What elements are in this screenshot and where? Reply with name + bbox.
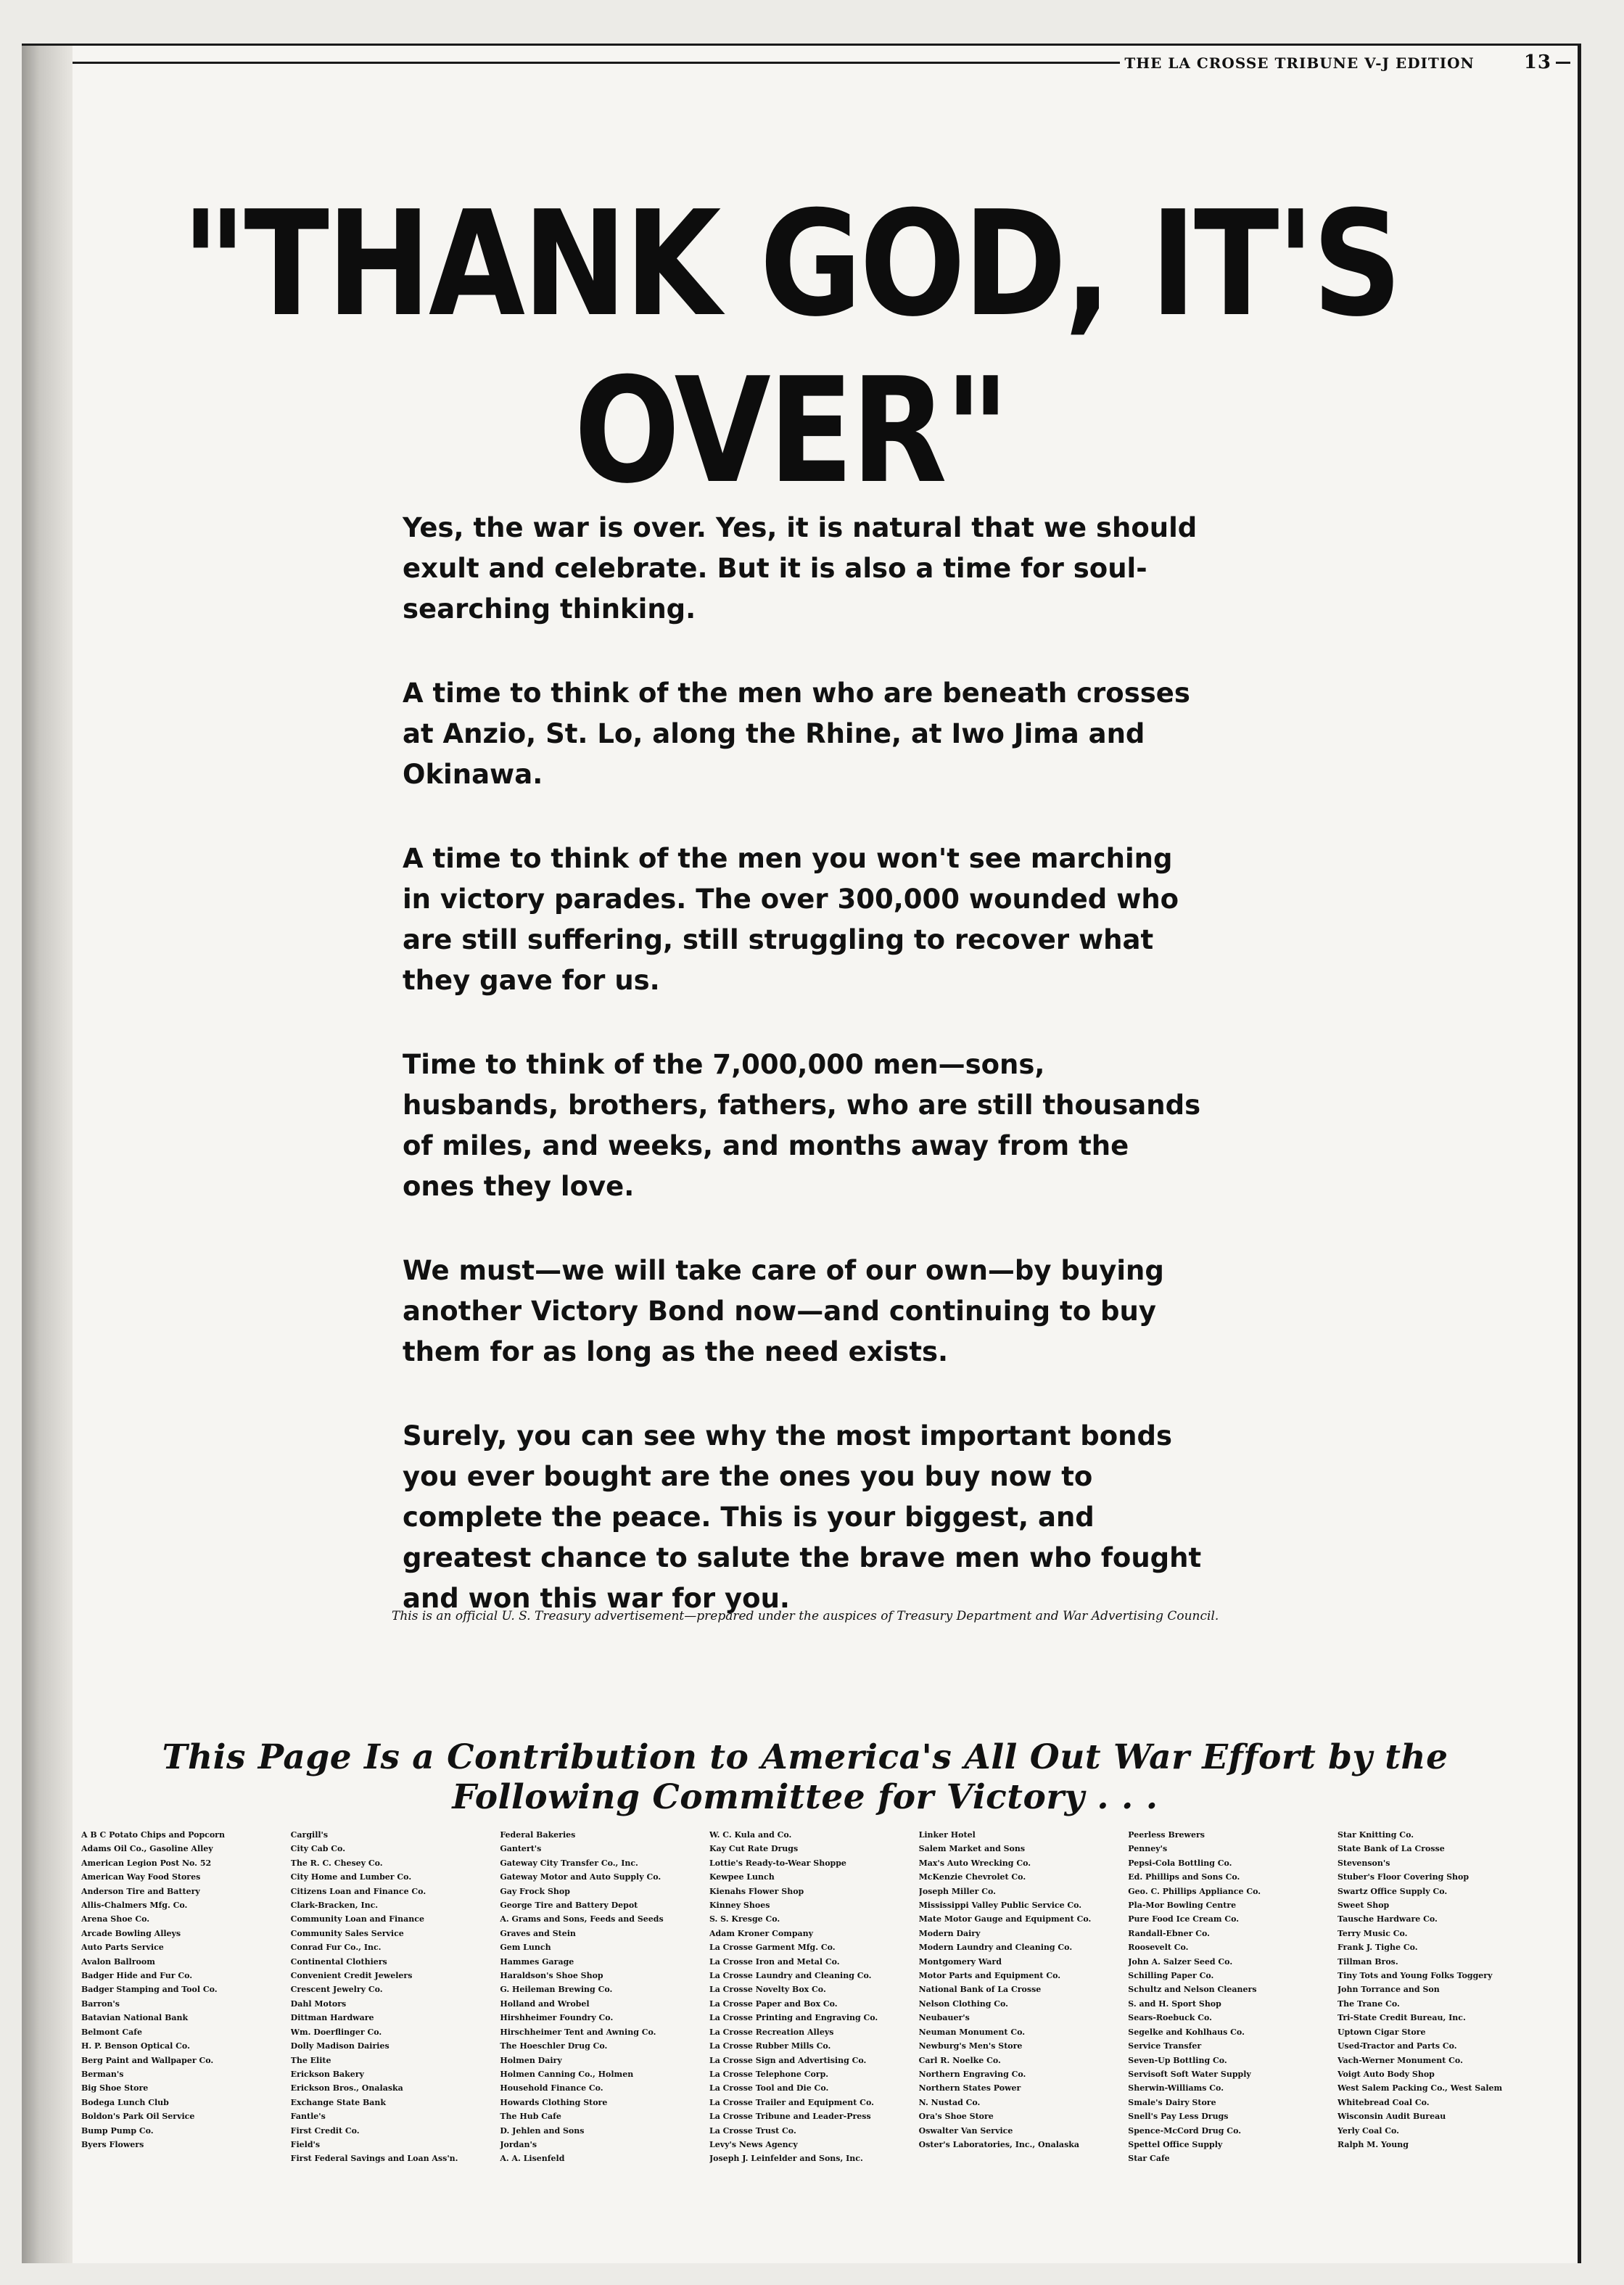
- sponsor-name: La Crosse Laundry and Cleaning Co.: [709, 1971, 872, 1981]
- sponsor-name: Sears-Roebuck Co.: [1128, 2013, 1212, 2023]
- sponsor-name: Badger Stamping and Tool Co.: [81, 1985, 218, 1995]
- sponsor-name: Crescent Jewelry Co.: [290, 1985, 383, 1995]
- sponsor-name: State Bank of La Crosse: [1337, 1844, 1445, 1854]
- sponsor-name: Salem Market and Sons: [918, 1844, 1026, 1854]
- sponsor-name: Mississippi Valley Public Service Co.: [918, 1901, 1082, 1911]
- paragraph: A time to think of the men you won't see marching in victory parades. The over 300,000 wounded who are still suffering, still struggling to recover what they gave for us.: [403, 843, 1179, 996]
- sponsor-name: Cargill's: [290, 1830, 329, 1840]
- sponsor-column: [1337, 1828, 1532, 2166]
- masthead: [1120, 52, 1556, 73]
- sponsor-name: Voigt Auto Body Shop: [1337, 2069, 1435, 2079]
- sponsor-name: Oswalter Van Service: [918, 2125, 1013, 2136]
- sponsor-name: Stuber's Floor Covering Shop: [1337, 1872, 1470, 1882]
- sponsor-name: La Crosse Garment Mfg. Co.: [709, 1943, 836, 1953]
- sponsor-name: Stevenson's: [1337, 1858, 1390, 1868]
- sponsor-name: Neuman Monument Co.: [918, 2027, 1026, 2037]
- sponsor-name: John Torrance and Son: [1337, 1985, 1440, 1995]
- sponsor-name: Kay Cut Rate Drugs: [709, 1844, 799, 1854]
- sponsor-name: Tillman Bros.: [1337, 1956, 1398, 1967]
- sponsor-name: Yerly Coal Co.: [1337, 2125, 1399, 2136]
- sponsor-name: Holmen Dairy: [500, 2055, 562, 2065]
- sponsor-name: La Crosse Recreation Alleys: [709, 2027, 834, 2037]
- sponsor-name: The Hoeschler Drug Co.: [500, 2041, 608, 2051]
- sponsor-name: Berman's: [81, 2069, 124, 2079]
- sponsor-name: Used-Tractor and Parts Co.: [1337, 2041, 1457, 2051]
- sponsor-name: Servisoft Soft Water Supply: [1128, 2069, 1251, 2079]
- sponsor-name: Frank J. Tighe Co.: [1337, 1943, 1418, 1953]
- sponsor-name: The R. C. Chesey Co.: [290, 1858, 383, 1868]
- sponsor-name: Ed. Phillips and Sons Co.: [1128, 1872, 1240, 1882]
- sponsor-name: S. S. Kresge Co.: [709, 1914, 780, 1924]
- sponsor-name: McKenzie Chevrolet Co.: [918, 1872, 1026, 1882]
- sponsor-name: American Legion Post No. 52: [81, 1858, 212, 1868]
- sponsor-name: Tri-State Credit Bureau, Inc.: [1337, 2013, 1466, 2023]
- sponsor-name: Badger Hide and Fur Co.: [81, 1971, 193, 1981]
- sponsor-name: Spence-McCord Drug Co.: [1128, 2125, 1242, 2136]
- sponsor-name: Mate Motor Gauge and Equipment Co.: [918, 1914, 1092, 1924]
- sponsor-name: La Crosse Telephone Corp.: [709, 2069, 829, 2079]
- sponsor-name: Carl R. Noelke Co.: [918, 2055, 1001, 2065]
- sponsor-name: The Hub Cafe: [500, 2112, 561, 2122]
- sponsor-column: [291, 1828, 485, 2166]
- sponsor-name: Linker Hotel: [918, 1830, 976, 1840]
- sponsor-name: Levy's News Agency: [709, 2139, 798, 2149]
- sponsor-name: Dittman Hardware: [290, 2013, 374, 2023]
- body-copy: [403, 508, 1208, 1663]
- sponsor-name: Kinney Shoes: [709, 1901, 770, 1911]
- sponsor-name: Pla-Mor Bowling Centre: [1128, 1901, 1237, 1911]
- sponsor-name: Joseph J. Leinfelder and Sons, Inc.: [709, 2154, 863, 2164]
- sponsor-name: Oster's Laboratories, Inc., Onalaska: [918, 2139, 1080, 2149]
- sponsor-name: Nelson Clothing Co.: [918, 1998, 1008, 2009]
- sponsor-name: Montgomery Ward: [918, 1956, 1002, 1967]
- paragraph: A time to think of the men who are beneath crosses at Anzio, St. Lo, along the Rhine, at Iwo Jima and Okinawa.: [403, 678, 1190, 790]
- sponsor-name: Gay Frock Shop: [500, 1886, 570, 1896]
- sponsor-name: Tausche Hardware Co.: [1337, 1914, 1438, 1924]
- sponsor-name: Seven-Up Bottling Co.: [1128, 2055, 1227, 2065]
- page-fold-shadow: [22, 46, 73, 2263]
- sponsor-name: Lottie's Ready-to-Wear Shoppe: [709, 1858, 846, 1868]
- sponsor-name: Wm. Doerflinger Co.: [290, 2027, 382, 2037]
- committee-line: This Page Is a Contribution to America's All Out War Effort by the Following Committee for Victory . . .: [162, 1737, 1448, 1817]
- sponsor-name: La Crosse Sign and Advertising Co.: [709, 2055, 867, 2065]
- sponsor-name: Boldon's Park Oil Service: [81, 2112, 195, 2122]
- sponsor-name: Graves and Stein: [500, 1928, 576, 1938]
- sponsor-name: Hammes Garage: [500, 1956, 574, 1967]
- sponsor-name: Conrad Fur Co., Inc.: [290, 1943, 382, 1953]
- sponsor-name: N. Nustad Co.: [918, 2097, 981, 2107]
- sponsor-name: American Way Food Stores: [81, 1872, 201, 1882]
- sponsor-name: La Crosse Tool and Die Co.: [709, 2083, 829, 2093]
- sponsor-name: La Crosse Rubber Mills Co.: [709, 2041, 831, 2051]
- sponsor-name: Newburg's Men's Store: [918, 2041, 1023, 2051]
- sponsor-name: Uptown Cigar Store: [1337, 2027, 1426, 2037]
- sponsor-name: Arena Shoe Co.: [81, 1914, 150, 1924]
- sponsor-name: A. A. Lisenfeld: [500, 2154, 565, 2164]
- sponsor-name: A. Grams and Sons, Feeds and Seeds: [500, 1914, 664, 1924]
- sponsor-name: First Credit Co.: [290, 2125, 360, 2136]
- sponsor-name: Field's: [290, 2139, 321, 2149]
- sponsor-name: La Crosse Tribune and Leader-Press: [709, 2112, 871, 2122]
- paragraph: We must—we will take care of our own—by buying another Victory Bond now—and continuing to buy them for as long as the need exists.: [403, 1255, 1164, 1367]
- sponsor-name: Pure Food Ice Cream Co.: [1128, 1914, 1240, 1924]
- sponsor-name: Sweet Shop: [1337, 1901, 1390, 1911]
- sponsor-name: Erickson Bakery: [290, 2069, 364, 2079]
- sponsor-name: Motor Parts and Equipment Co.: [918, 1971, 1061, 1981]
- sponsor-name: Allis-Chalmers Mfg. Co.: [81, 1901, 188, 1911]
- sponsor-name: G. Heileman Brewing Co.: [500, 1985, 613, 1995]
- sponsor-name: Clark-Bracken, Inc.: [290, 1901, 379, 1911]
- sponsor-name: Community Loan and Finance: [290, 1914, 424, 1924]
- sponsor-name: La Crosse Novelty Box Co.: [709, 1985, 826, 1995]
- sponsor-name: Bump Pump Co.: [81, 2125, 154, 2136]
- sponsor-name: Gateway Motor and Auto Supply Co.: [500, 1872, 661, 1882]
- sponsor-column: [1128, 1828, 1322, 2166]
- sponsor-name: Service Transfer: [1128, 2041, 1202, 2051]
- sponsor-column: [500, 1828, 694, 2166]
- sponsor-name: D. Jehlen and Sons: [500, 2125, 585, 2136]
- treasury-credit-line: This is an official U. S. Treasury advertisement—prepared under the auspices of Treasury Department and War Advertising Council.: [392, 1609, 1219, 1623]
- sponsor-name: Ora's Shoe Store: [918, 2112, 994, 2122]
- sponsor-name: S. and H. Sport Shop: [1128, 1998, 1221, 2009]
- sponsor-name: Neubauer's: [918, 2013, 970, 2023]
- sponsor-name: Continental Clothiers: [290, 1956, 387, 1967]
- sponsor-name: Hirshheimer Foundry Co.: [500, 2013, 614, 2023]
- sponsor-name: Haraldson's Shoe Shop: [500, 1971, 603, 1981]
- sponsor-name: Citizens Loan and Finance Co.: [290, 1886, 426, 1896]
- sponsor-name: National Bank of La Crosse: [918, 1985, 1042, 1995]
- sponsor-name: Jordan's: [500, 2139, 537, 2149]
- sponsor-name: Modern Laundry and Cleaning Co.: [918, 1943, 1073, 1953]
- sponsor-name: Hirschheimer Tent and Awning Co.: [500, 2027, 656, 2037]
- sponsor-name: West Salem Packing Co., West Salem: [1337, 2083, 1503, 2093]
- sponsor-name: The Trane Co.: [1337, 1998, 1400, 2009]
- sponsor-name: Federal Bakeries: [500, 1830, 576, 1840]
- sponsor-name: Peerless Brewers: [1128, 1830, 1205, 1840]
- sponsor-name: La Crosse Iron and Metal Co.: [709, 1956, 840, 1967]
- headline: "THANK GOD, IT'S OVER": [181, 180, 1400, 516]
- sponsor-name: Berg Paint and Wallpaper Co.: [81, 2055, 214, 2065]
- sponsor-name: Vach-Werner Monument Co.: [1337, 2055, 1463, 2065]
- sponsor-name: John A. Salzer Seed Co.: [1128, 1956, 1233, 1967]
- sponsor-name: Holland and Wrobel: [500, 1998, 590, 2009]
- sponsor-name: Randall-Ebner Co.: [1128, 1928, 1210, 1938]
- sponsor-name: Wisconsin Audit Bureau: [1337, 2112, 1446, 2122]
- sponsor-name: Kienahs Flower Shop: [709, 1886, 804, 1896]
- sponsor-name: La Crosse Trailer and Equipment Co.: [709, 2097, 874, 2107]
- sponsor-name: Max's Auto Wrecking Co.: [918, 1858, 1031, 1868]
- sponsor-name: Ralph M. Young: [1337, 2139, 1409, 2149]
- sponsor-name: Swartz Office Supply Co.: [1337, 1886, 1448, 1896]
- sponsor-name: Anderson Tire and Battery: [81, 1886, 200, 1896]
- sponsor-name: Geo. C. Phillips Appliance Co.: [1128, 1886, 1261, 1896]
- sponsor-name: Gem Lunch: [500, 1943, 551, 1953]
- sponsor-name: Household Finance Co.: [500, 2083, 603, 2093]
- sponsor-name: City Home and Lumber Co.: [290, 1872, 412, 1882]
- sponsor-name: Whitebread Coal Co.: [1337, 2097, 1430, 2107]
- sponsor-name: Community Sales Service: [290, 1928, 404, 1938]
- sponsor-list: [81, 1828, 1532, 2166]
- sponsor-name: Northern States Power: [918, 2083, 1021, 2093]
- sponsor-name: Snell's Pay Less Drugs: [1128, 2112, 1229, 2122]
- sponsor-name: Smale's Dairy Store: [1128, 2097, 1216, 2107]
- sponsor-name: The Elite: [290, 2055, 331, 2065]
- sponsor-name: City Cab Co.: [290, 1844, 346, 1854]
- masthead-title: THE LA CROSSE TRIBUNE V-J EDITION: [1124, 54, 1475, 72]
- sponsor-name: Kewpee Lunch: [709, 1872, 775, 1882]
- sponsor-name: Penney's: [1128, 1844, 1168, 1854]
- sponsor-name: Holmen Canning Co., Holmen: [500, 2069, 634, 2079]
- sponsor-name: Adams Oil Co., Gasoline Alley: [81, 1844, 213, 1854]
- sponsor-name: Barron's: [81, 1998, 120, 2009]
- sponsor-name: Adam Kroner Company: [709, 1928, 814, 1938]
- sponsor-name: Star Knitting Co.: [1337, 1830, 1414, 1840]
- sponsor-name: Schilling Paper Co.: [1128, 1971, 1214, 1981]
- sponsor-name: Gateway City Transfer Co., Inc.: [500, 1858, 638, 1868]
- sponsor-name: George Tire and Battery Depot: [500, 1901, 638, 1911]
- sponsor-name: Star Cafe: [1128, 2154, 1170, 2164]
- sponsor-name: Spettel Office Supply: [1128, 2139, 1223, 2149]
- sponsor-name: First Federal Savings and Loan Ass'n.: [290, 2154, 458, 2164]
- sponsor-name: A B C Potato Chips and Popcorn: [81, 1830, 225, 1840]
- sponsor-name: La Crosse Trust Co.: [709, 2125, 796, 2136]
- sponsor-name: W. C. Kula and Co.: [709, 1830, 792, 1840]
- paragraph: Yes, the war is over. Yes, it is natural that we should exult and celebrate. But it is also a time for soul-searching thinking.: [403, 512, 1198, 625]
- sponsor-name: Auto Parts Service: [81, 1943, 164, 1953]
- sponsor-name: Dahl Motors: [290, 1998, 347, 2009]
- sponsor-name: La Crosse Paper and Box Co.: [709, 1998, 838, 2009]
- sponsor-name: Howards Clothing Store: [500, 2097, 608, 2107]
- sponsor-name: Terry Music Co.: [1337, 1928, 1408, 1938]
- sponsor-name: Avalon Ballroom: [81, 1956, 155, 1967]
- paragraph: Surely, you can see why the most important bonds you ever bought are the ones you buy now to complete the peace. This is your biggest, and greatest chance to salute the brave men who fought and won this war for you.: [403, 1420, 1202, 1614]
- sponsor-name: Modern Dairy: [918, 1928, 981, 1938]
- sponsor-name: Belmont Cafe: [81, 2027, 142, 2037]
- sponsor-name: Schultz and Nelson Cleaners: [1128, 1985, 1257, 1995]
- sponsor-name: Batavian National Bank: [81, 2013, 189, 2023]
- sponsor-name: Gantert's: [500, 1844, 542, 1854]
- paragraph: Time to think of the 7,000,000 men—sons, husbands, brothers, fathers, who are still thousands of miles, and weeks, and months away from the ones they love.: [403, 1049, 1201, 1202]
- sponsor-name: Convenient Credit Jewelers: [290, 1971, 413, 1981]
- sponsor-name: Roosevelt Co.: [1128, 1943, 1189, 1953]
- sponsor-name: H. P. Benson Optical Co.: [81, 2041, 190, 2051]
- sponsor-name: Exchange State Bank: [290, 2097, 387, 2107]
- sponsor-name: Joseph Miller Co.: [918, 1886, 996, 1896]
- sponsor-column: [709, 1828, 904, 2166]
- sponsor-name: Dolly Madison Dairies: [290, 2041, 389, 2051]
- page-number: 13: [1523, 52, 1551, 73]
- sponsor-name: Tiny Tots and Young Folks Toggery: [1337, 1971, 1493, 1981]
- sponsor-name: Big Shoe Store: [81, 2083, 149, 2093]
- sponsor-name: Segelke and Kohlhaus Co.: [1128, 2027, 1245, 2037]
- sponsor-name: Northern Engraving Co.: [918, 2069, 1026, 2079]
- sponsor-name: Byers Flowers: [81, 2139, 144, 2149]
- sponsor-column: [919, 1828, 1113, 2166]
- sponsor-name: Pepsi-Cola Bottling Co.: [1128, 1858, 1232, 1868]
- sponsor-name: La Crosse Printing and Engraving Co.: [709, 2013, 878, 2023]
- sponsor-name: Arcade Bowling Alleys: [81, 1928, 181, 1938]
- sponsor-column: [81, 1828, 276, 2166]
- sponsor-name: Bodega Lunch Club: [81, 2097, 169, 2107]
- sponsor-name: Erickson Bros., Onalaska: [290, 2083, 403, 2093]
- sponsor-name: Sherwin-Williams Co.: [1128, 2083, 1224, 2093]
- sponsor-name: Fantle's: [290, 2112, 326, 2122]
